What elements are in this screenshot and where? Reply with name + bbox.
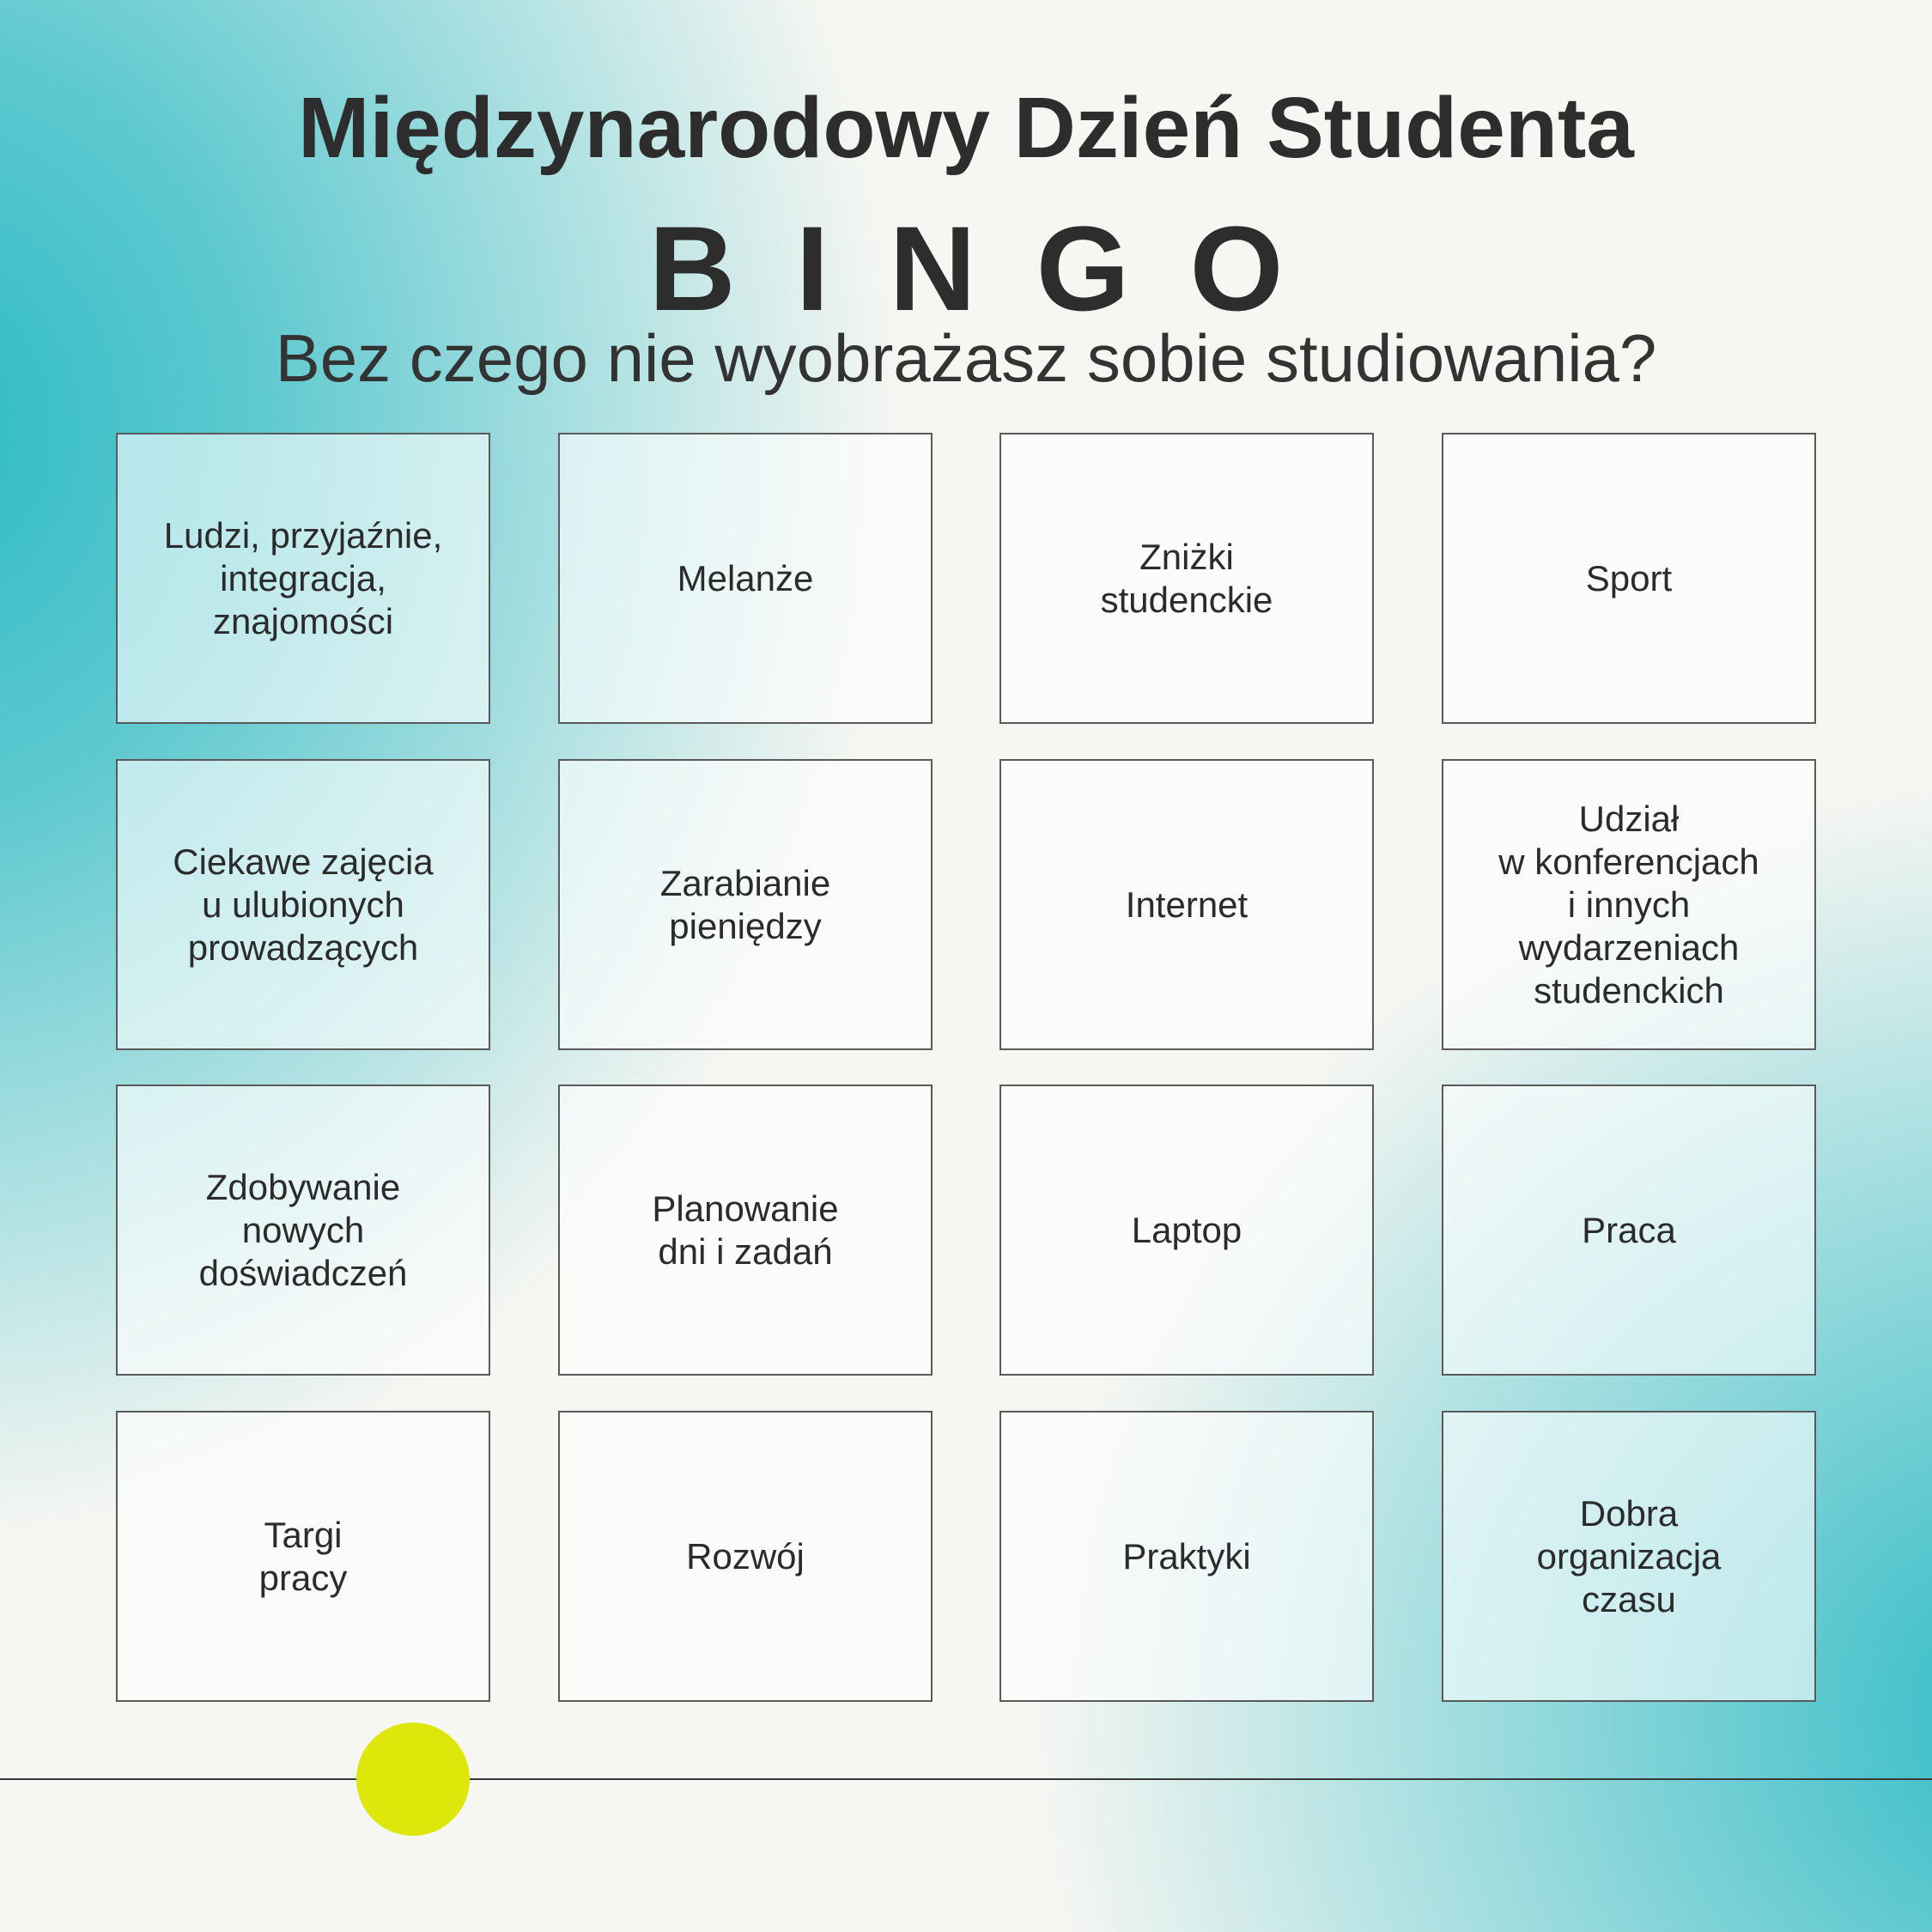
- bingo-cell[interactable]: Zdobywanie nowych doświadczeń: [116, 1084, 490, 1376]
- bingo-cell[interactable]: Praktyki: [999, 1411, 1374, 1702]
- bingo-cell[interactable]: Laptop: [999, 1084, 1374, 1376]
- bingo-cell[interactable]: Dobra organizacja czasu: [1442, 1411, 1816, 1702]
- subtitle: Bez czego nie wyobrażasz sobie studiowania?: [275, 320, 1657, 396]
- bingo-cell[interactable]: Zarabianie pieniędzy: [558, 759, 933, 1050]
- bingo-cell[interactable]: Targi pracy: [116, 1411, 490, 1702]
- bingo-cell[interactable]: Udział w konferencjach i innych wydarzeniach studenckich: [1442, 759, 1816, 1050]
- divider-line: [0, 1778, 1932, 1780]
- bingo-cell[interactable]: Zniżki studenckie: [999, 433, 1374, 724]
- bingo-cell[interactable]: Planowanie dni i zadań: [558, 1084, 933, 1376]
- bingo-heading: BINGO: [648, 201, 1344, 336]
- page-title: Międzynarodowy Dzień Studenta: [298, 80, 1634, 176]
- bingo-cell[interactable]: Praca: [1442, 1084, 1816, 1376]
- bingo-cell[interactable]: Melanże: [558, 433, 933, 724]
- bingo-cell[interactable]: Rozwój: [558, 1411, 933, 1702]
- bingo-cell[interactable]: Internet: [999, 759, 1374, 1050]
- bingo-cell[interactable]: Ludzi, przyjaźnie, integracja, znajomości: [116, 433, 490, 724]
- accent-dot: [356, 1722, 470, 1836]
- bingo-cell[interactable]: Ciekawe zajęcia u ulubionych prowadzących: [116, 759, 490, 1050]
- bingo-cell[interactable]: Sport: [1442, 433, 1816, 724]
